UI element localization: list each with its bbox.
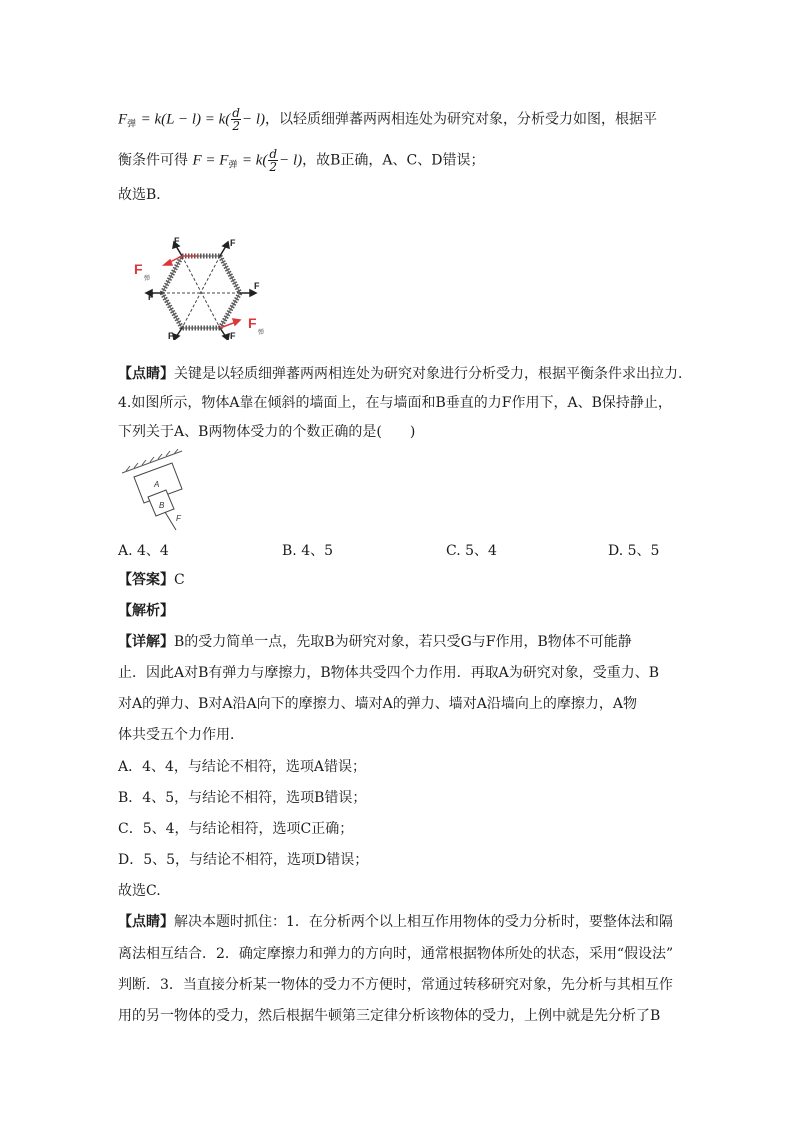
option-check-d: D．5、5，与结论不相符，选项D错误； bbox=[118, 852, 369, 868]
formula-line-2 bbox=[118, 148, 484, 176]
dianjing-2-line-2: 离法相互结合．2．确定摩擦力和弹力的方向时，通常根据物体所处的状态，采用“假设法” bbox=[118, 946, 674, 962]
formula2-prefix: F = F bbox=[192, 152, 229, 169]
paragraph-line-3: 故选B． bbox=[118, 187, 171, 203]
option-b: B. 4、5 bbox=[282, 543, 334, 559]
formula-sub: 弹 bbox=[127, 119, 137, 130]
dianjing-1-text: 关键是以轻质细弹蕃两两相连处为研究对象进行分析受力，根据平衡条件求出拉力． bbox=[174, 366, 692, 382]
detail-line-3: 对A的弹力、B对A沿A向下的摩擦力、墙对A的弹力、墙对A沿墙向上的摩擦力，A物 bbox=[118, 696, 637, 712]
option-d: D. 5、5 bbox=[608, 543, 660, 559]
dianjing-1 bbox=[118, 364, 692, 384]
dianjing-2-tag: 【点睛】 bbox=[118, 914, 174, 930]
option-check-c: C．5、4，与结论相符，选项C正确； bbox=[118, 821, 354, 837]
dianjing-1-tag: 【点睛】 bbox=[118, 366, 174, 382]
formula2-sub: 弹 bbox=[228, 160, 238, 171]
dianjing-2-line-1 bbox=[118, 912, 673, 932]
paragraph-line-2-suffix: ，故B正确，A、C、D错误； bbox=[302, 152, 485, 169]
option-a: A. 4、4 bbox=[118, 543, 169, 559]
inclined-wall-diagram bbox=[118, 449, 198, 531]
force-label-right: F bbox=[254, 281, 260, 291]
option-c: C. 5、4 bbox=[446, 543, 497, 559]
paragraph-line-2-prefix: 衡条件可得 bbox=[118, 152, 188, 169]
detail-line-4: 体共受五个力作用． bbox=[118, 727, 244, 743]
formula-fraction: $\frac{d}{2}$ bbox=[232, 106, 240, 133]
force-label-bottom-right: F bbox=[230, 331, 236, 340]
formula-line-1 bbox=[118, 107, 657, 135]
formula-eq1: = k(L − l) = k( bbox=[140, 111, 231, 128]
paragraph-line-1: ，以轻质细弹蕃两两相连处为研究对象，分析受力如图，根据平 bbox=[265, 111, 658, 128]
answer bbox=[118, 570, 185, 590]
answer-value: C bbox=[174, 572, 185, 588]
block-b-label: B bbox=[159, 501, 165, 510]
detail-tag: 【详解】 bbox=[118, 634, 174, 650]
question-4-line-1: 4.如图所示，物体A靠在倾斜的墙面上，在与墙面和B垂直的力F作用下，A、B保持静止， bbox=[118, 395, 672, 411]
detail-line-2: 止．因此A对B有弹力与摩擦力，B物体共受四个力作用．再取A为研究对象，受重力、B bbox=[118, 665, 660, 681]
conclusion: 故选C. bbox=[118, 883, 161, 899]
force-f-label: F bbox=[176, 514, 181, 523]
question-4-line-2: 下列关于A、B两物体受力的个数正确的是( ) bbox=[118, 424, 416, 440]
dianjing-2-text-1: 解决本题时抓住：1．在分析两个以上相互作用物体的受力分析时，要整体法和隔 bbox=[174, 914, 673, 930]
analysis-tag: 【解析】 bbox=[118, 603, 174, 619]
spring-sub-right: 弹 bbox=[258, 330, 265, 336]
option-check-a: A．4、4，与结论不相符，选项A错误； bbox=[118, 759, 367, 775]
formula-f: F bbox=[118, 111, 128, 128]
dianjing-2-line-3: 判断．3．当直接分析某一物体的受力不方便时，常通过转移研究对象，先分析与其相互作 bbox=[118, 977, 673, 993]
hexagon-force-diagram bbox=[128, 236, 278, 340]
block-a-label: A bbox=[154, 480, 160, 489]
formula2-close: − l) bbox=[279, 152, 303, 169]
formula-close: − l) bbox=[241, 111, 266, 128]
detail-text-1: B的受力简单一点，先取B为研究对象，若只受G与F作用，B物体不可能静 bbox=[174, 634, 632, 650]
force-label-top-left: F bbox=[174, 236, 180, 246]
detail-line-1 bbox=[118, 632, 632, 652]
option-check-b: B．4、5，与结论不相符，选项B错误； bbox=[118, 790, 367, 806]
spring-force-label-right: F bbox=[248, 315, 257, 331]
answer-tag: 【答案】 bbox=[118, 572, 174, 588]
dianjing-2-line-4: 用的另一物体的受力，然后根据牛顿第三定律分析该物体的受力，上例中就是先分析了B bbox=[118, 1008, 661, 1024]
force-label-bottom-left: F bbox=[168, 331, 174, 340]
spring-force-label-left: F bbox=[134, 261, 143, 277]
force-label-top-right: F bbox=[230, 238, 236, 248]
formula2-mid: = k( bbox=[241, 152, 268, 169]
spring-sub-left: 弹 bbox=[144, 276, 151, 282]
formula2-fraction: $\frac{d}{2}$ bbox=[269, 147, 278, 174]
force-label-left: F bbox=[148, 292, 154, 302]
